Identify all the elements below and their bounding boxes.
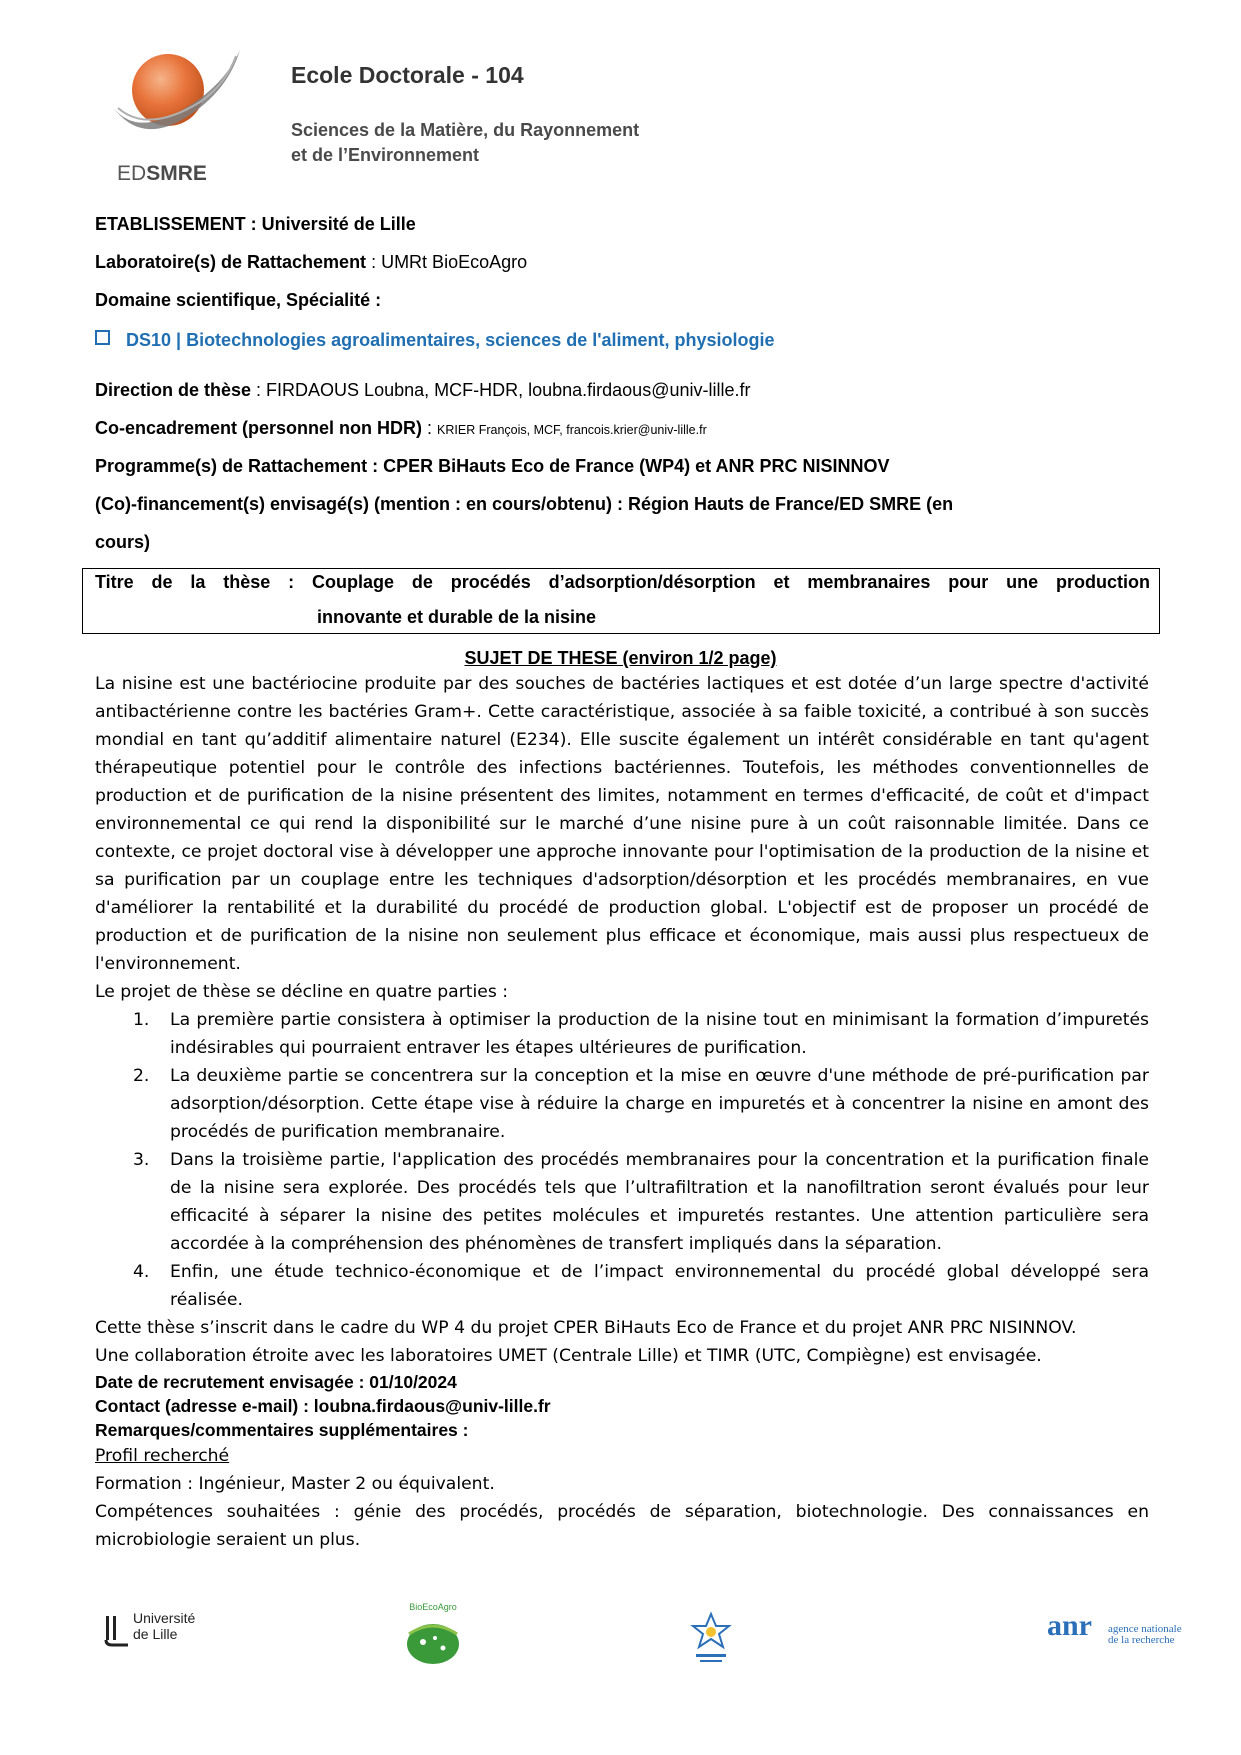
- titre-line-2: innovante et durable de la nisine: [317, 607, 597, 627]
- list-item: 4. Enfin, une étude technico-économique et de l’impact environnemental du procédé global développé sera réalisée.: [133, 1262, 1149, 1310]
- list-item: 2. La deuxième partie se concentrera sur la conception et la mise en œuvre d'une méthode de pré-purification par adsorption/désorption. Cette étape vise à réduire la charge en impuretés et à concentrer la nisine en amont des procédés de purification membranaire.: [133, 1066, 1149, 1142]
- ed-subtitle-2: et de l’Environnement: [291, 145, 480, 165]
- anr-logo: anr: [1047, 1609, 1092, 1642]
- list-item: 3. Dans la troisième partie, l'application des procédés membranaires pour la concentration et la purification finale de la nisine sera explorée. Des procédés tels que l’ultrafiltration et la nanofiltration seront évalués pour leur efficacité à séparer la nisine des petites molécules et impuretés restantes. Une attention particulière sera accordée à la compréhension des phénomènes de transfert impliqués dans la séparation.: [133, 1150, 1149, 1254]
- laboratoire-line: Laboratoire(s) de Rattachement : UMRt BioEcoAgro: [95, 252, 528, 272]
- remarques-line: Remarques/commentaires supplémentaires :: [95, 1420, 469, 1440]
- sujet-body: [95, 670, 1149, 1554]
- direction-line: Direction de thèse : FIRDAOUS Loubna, MCF-HDR, loubna.firdaous@univ-lille.fr: [95, 380, 751, 400]
- sujet-heading: SUJET DE THESE (environ 1/2 page): [464, 648, 777, 668]
- financement-line-1: (Co)-financement(s) envisagé(s) (mention : en cours/obtenu) : Région Hauts de France/ED SMRE (en: [95, 494, 954, 514]
- anr-subtitle: agence nationale de la recherche: [1108, 1623, 1182, 1646]
- date-recrutement: Date de recrutement envisagée : 01/10/2024: [95, 1372, 457, 1392]
- checkbox-square-icon: [95, 330, 110, 345]
- sujet-intro: La nisine est une bactériocine produite par des souches de bactéries lactiques et est dotée d’un large spectre d'activité antibactérienne contre les bactéries Gram+. Cette caractéristique, associée à sa faible toxicité, a contribué à son succès mondial en tant qu’additif alimentaire naturel (E234). Elle suscite également un intérêt considérable en tant qu'agent thérapeutique potentiel pour le contrôle des infections bactériennes. Toutefois, les méthodes conventionnelles de production et de purification de la nisine présentent des limites, notamment en termes d'efficacité, de coût et d'impact environnemental ce qui rend la disponibilité sur le marché d’une nisine pure à un coût raisonnable limitée. Dans ce contexte, ce projet doctoral vise à développer une approche innovante pour l'optimisation de la production de la nisine et sa purification par un couplage entre les techniques d'adsorption/désorption et les procédés membranaires, en vue d'améliorer la rentabilité et la durabilité du procédé de production global. L'objectif est de proposer un procédé de production et de purification de la nisine non seulement plus efficace et économique, mais aussi plus respectueux de l'environnement.: [95, 674, 1149, 974]
- coencadrement-line: Co-encadrement (personnel non HDR) : KRIER François, MCF, francois.krier@univ-lille.fr: [95, 418, 707, 438]
- ed-title: Ecole Doctorale - 104: [291, 62, 524, 88]
- etablissement-line: ETABLISSEMENT : Université de Lille: [95, 214, 416, 234]
- cadre-line-1: Cette thèse s’inscrit dans le cadre du WP 4 du projet CPER BiHauts Eco de France et du projet ANR PRC NISINNOV.: [95, 1318, 1077, 1338]
- hauts-de-france-logo: [688, 1610, 734, 1668]
- ed-subtitle-1: Sciences de la Matière, du Rayonnement: [291, 120, 640, 140]
- universite-lille-text: Université de Lille: [133, 1610, 196, 1642]
- financement-line-2: cours): [95, 532, 151, 552]
- competences-line: Compétences souhaitées : génie des procédés, procédés de séparation, biotechnologie. Des connaissances en microbiologie seraient un plus.: [95, 1502, 1149, 1550]
- specialite-line: DS10 | Biotechnologies agroalimentaires, sciences de l'aliment, physiologie: [95, 330, 775, 351]
- parts-intro: Le projet de thèse se décline en quatre parties :: [95, 982, 509, 1002]
- edsmre-logo-label: EDSMRE: [117, 162, 207, 185]
- titre-line-1: Titre de la thèse : Couplage de procédés d’adsorption/désorption et membranaires pour une production: [95, 572, 1150, 592]
- formation-line: Formation : Ingénieur, Master 2 ou équivalent.: [95, 1474, 495, 1494]
- cadre-line-2: Une collaboration étroite avec les laboratoires UMET (Centrale Lille) et TIMR (UTC, Compiègne) est envisagée.: [95, 1346, 1042, 1366]
- parts-list: [95, 1006, 1149, 1314]
- programme-line: Programme(s) de Rattachement : CPER BiHauts Eco de France (WP4) et ANR PRC NISINNOV: [95, 456, 890, 476]
- svg-text:BioEcoAgro: BioEcoAgro: [409, 1602, 457, 1612]
- profil-heading: Profil recherché: [95, 1446, 230, 1466]
- domaine-line: Domaine scientifique, Spécialité :: [95, 290, 382, 310]
- bioecoagro-logo: [401, 1600, 465, 1668]
- list-item: 1. La première partie consistera à optimiser la production de la nisine tout en minimisant la formation d’impuretés indésirables qui pourraient entraver les étapes ultérieures de purification.: [133, 1010, 1149, 1058]
- contact-line: Contact (adresse e-mail) : loubna.firdaous@univ-lille.fr: [95, 1396, 551, 1416]
